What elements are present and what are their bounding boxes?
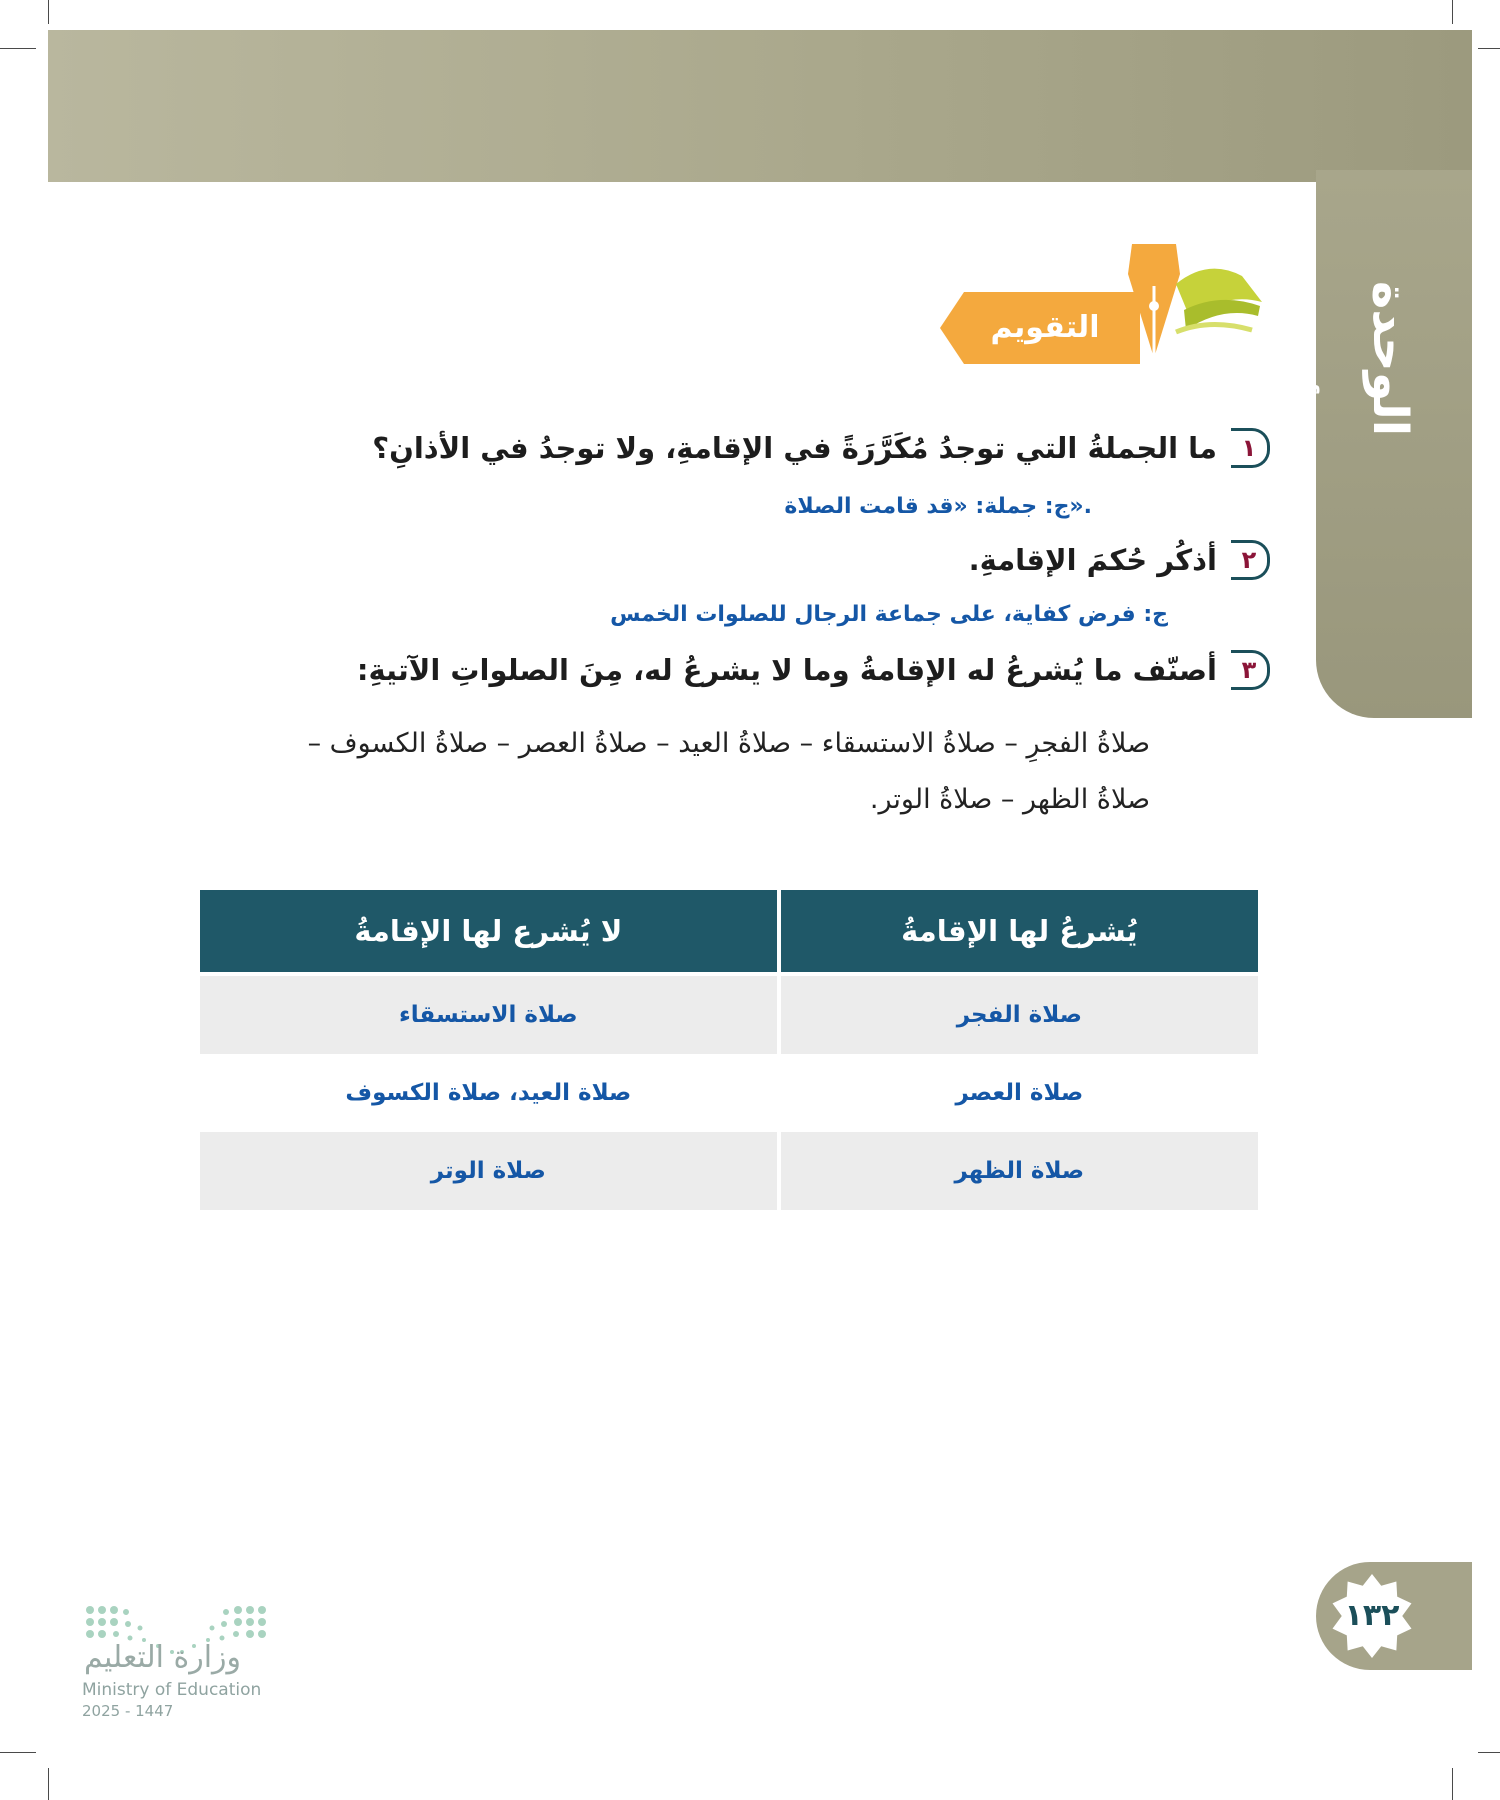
ministry-name-arabic: وزارة التعليم [84,1640,242,1675]
crop-mark [1452,0,1453,24]
crop-mark [0,48,36,49]
page-number: ١٣٢ [1344,1598,1400,1633]
crop-mark [1452,1768,1453,1800]
unit-title: الوحدة الأولى [1262,280,1418,436]
table-cell: صلاة الظهر [781,1132,1258,1210]
items-line-2: صلاةُ الظهر – صلاةُ الوتر. [869,784,1150,815]
table-row [200,976,1258,1054]
crop-mark [1478,48,1500,49]
crop-mark [48,0,49,24]
question-text: أصنّف ما يُشرعُ له الإقامةُ وما لا يشرعُ له، مِنَ الصلواتِ الآتيةِ: [356,653,1217,687]
table-row [200,1132,1258,1210]
question-text: ما الجملةُ التي توجدُ مُكَرَّرَةً في الإقامةِ، ولا توجدُ في الأذانِ؟ [372,431,1217,465]
evaluation-tag [940,240,1280,374]
question-2 [969,540,1270,580]
table-cell: صلاة العصر [955,1080,1084,1106]
table-row [200,1054,1258,1132]
question-number: ١ [1231,428,1270,468]
crop-mark [0,1752,36,1753]
question-number: ٣ [1231,650,1270,690]
crop-mark [1478,1752,1500,1753]
ministry-name-english: Ministry of Education [82,1680,262,1700]
question-3 [357,650,1270,690]
question-1 [372,428,1270,468]
table-cell: صلاة العيد، صلاة الكسوف [345,1080,632,1106]
column-header: لا يُشرع لها الإقامةُ [200,890,777,976]
crop-mark [48,1768,49,1800]
header-banner [48,30,1472,182]
answer-2: ج: فرض كفاية، على جماعة الرجال للصلوات الخمس [610,602,1168,627]
items-line-1: صلاةُ الفجرِ – صلاةُ الاستسقاء – صلاةُ العيد – صلاةُ العصر – صلاةُ الكسوف – [307,728,1150,759]
question-text: أذكُر حُكمَ الإقامةِ. [968,543,1217,577]
classification-table [196,890,1262,1210]
column-header: يُشرعُ لها الإقامةُ [781,890,1258,976]
evaluation-label: التقويم [990,310,1100,345]
table-cell: صلاة الوتر [200,1132,777,1210]
answer-1: .«ج: جملة: «قد قامت الصلاة [784,494,1092,519]
ministry-year: 2025 - 1447 [82,1702,174,1720]
table-cell: صلاة الاستسقاء [200,976,777,1054]
table-cell: صلاة الفجر [781,976,1258,1054]
question-number: ٢ [1231,540,1270,580]
